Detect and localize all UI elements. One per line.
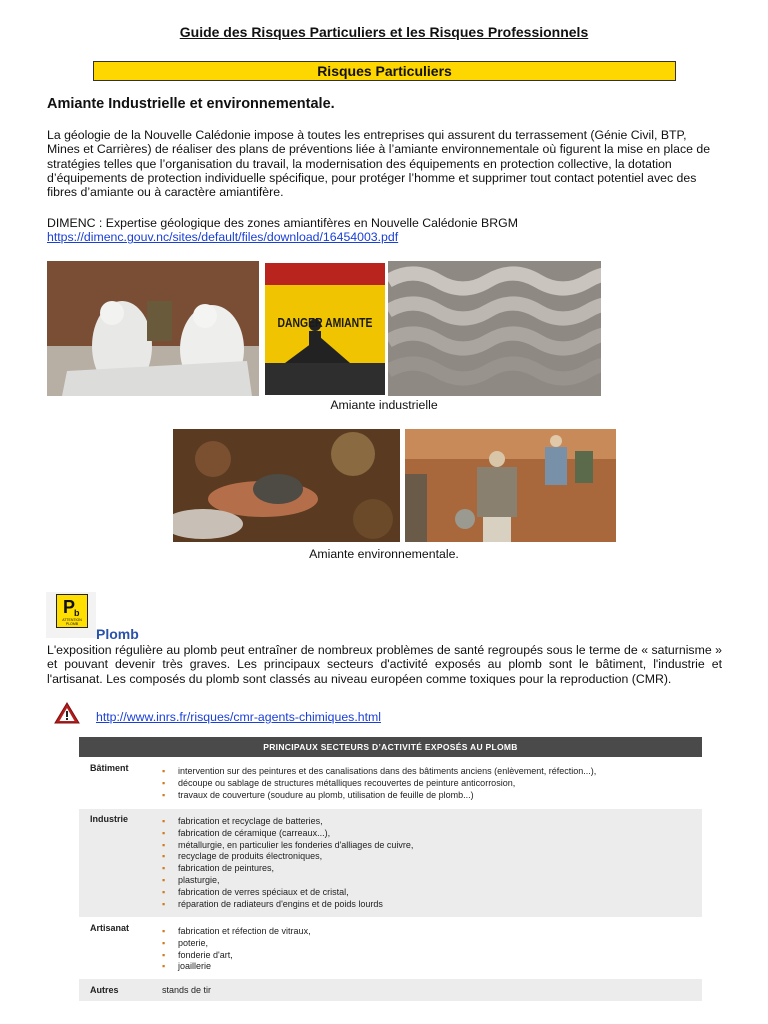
list-item: ▪ fabrication de verres spéciaux et de cristal, bbox=[159, 887, 413, 899]
list-item: ▪ recyclage de produits électroniques, bbox=[159, 851, 413, 863]
dimenc-link[interactable]: https://dimenc.gouv.nc/sites/default/files/download/16454003.pdf bbox=[47, 230, 399, 245]
list-item: ▪ fabrication et réfection de vitraux, bbox=[159, 926, 311, 938]
list-item: ▪ joaillerie bbox=[159, 961, 311, 973]
section-banner: Risques Particuliers bbox=[93, 61, 676, 81]
photo-danger-sign bbox=[265, 263, 385, 395]
amiante-paragraph: La géologie de la Nouvelle Calédonie impose à toutes les entreprises qui assurent du terrassement (Génie Civil, BTP, Mines et Carrières) de réaliser des plans de préventions liée à l’amiante environnementale où figurent la mise en place de stratégies telles que l’organisation du travail, la modernisation des équipements en protection collective, la dotation d’équipements de protection individuelle spécifique, pour protéger l’homme et supprimer tout contact potentiel avec des fibres d’amiante ou à caractère amiantifère. bbox=[47, 128, 711, 200]
list-item: ▪ réparation de radiateurs d'engins et de poids lourds bbox=[159, 899, 413, 911]
table-row-industrie bbox=[79, 809, 702, 917]
list-item: ▪ métallurgie, en particulier les fonderies d'alliages de cuivre, bbox=[159, 840, 413, 852]
row-category: Industrie bbox=[90, 814, 129, 824]
list-item: ▪ poterie, bbox=[159, 938, 311, 950]
plomb-sectors-table bbox=[79, 737, 702, 1001]
caption-industrial: Amiante industrielle bbox=[330, 398, 438, 412]
document-title: Guide des Risques Particuliers et les Risques Professionnels bbox=[179, 24, 589, 40]
photo-asbestos-workers bbox=[47, 261, 259, 396]
inrs-link[interactable]: http://www.inrs.fr/risques/cmr-agents-chimiques.html bbox=[96, 710, 381, 724]
list-item: ▪ découpe ou sablage de structures métalliques recouvertes de peinture anticorrosion, bbox=[159, 778, 596, 790]
badge-sub: b bbox=[74, 608, 80, 618]
photo-corrugated-roofing bbox=[388, 261, 601, 396]
amiante-heading: Amiante Industrielle et environnementale. bbox=[47, 96, 335, 112]
row-category: Autres bbox=[90, 985, 119, 995]
plomb-heading: Plomb bbox=[96, 626, 139, 642]
photo-hands-rock bbox=[173, 429, 400, 542]
list-item: ▪ intervention sur des peintures et des canalisations dans des bâtiments anciens (enlèvement, réfection...), bbox=[159, 766, 596, 778]
caption-environmental: Amiante environnementale. bbox=[309, 547, 459, 561]
list-item: ▪ travaux de couverture (soudure au plomb, utilisation de feuille de plomb...) bbox=[159, 790, 596, 802]
table-row-autres bbox=[79, 979, 702, 1001]
badge-letter: P bbox=[63, 597, 76, 617]
row-category: Artisanat bbox=[90, 923, 130, 933]
list-item: ▪ plasturgie, bbox=[159, 875, 413, 887]
row-category: Bâtiment bbox=[90, 763, 129, 773]
list-item: ▪ fabrication de peintures, bbox=[159, 863, 413, 875]
plomb-paragraph: L'exposition régulière au plomb peut entraîner de nombreux problèmes de santé regroupés sous le terme de « saturnisme » et pouvant devenir très graves. Les principaux secteurs d'activité exposés au plomb sont le bâtiment, l'industrie et l'artisanat. Les composés du plomb sont classés au niveau européen comme toxiques pour la reproduction (CMR). bbox=[47, 643, 722, 686]
table-header: PRINCIPAUX SECTEURS D’ACTIVITÉ EXPOSÉS AU PLOMB bbox=[79, 737, 702, 757]
danger-sign-text: DANGER AMIANTE bbox=[277, 315, 373, 330]
dimenc-source bbox=[47, 216, 722, 245]
list-item: ▪ fabrication de céramique (carreaux...), bbox=[159, 828, 413, 840]
warning-triangle-icon bbox=[54, 702, 80, 724]
plomb-badge-icon bbox=[46, 592, 96, 638]
dimenc-source-text: DIMENC : Expertise géologique des zones amiantifères en Nouvelle Calédonie BRGM bbox=[47, 216, 518, 230]
badge-text: ATTENTION PLOMB bbox=[62, 618, 82, 626]
row-plain-value: stands de tir bbox=[162, 985, 212, 995]
list-item: ▪ fabrication et recyclage de batteries, bbox=[159, 816, 413, 828]
table-row-batiment bbox=[79, 757, 702, 809]
list-item: ▪ fonderie d'art, bbox=[159, 950, 311, 962]
photo-field-geologists bbox=[405, 429, 616, 542]
table-row-artisanat bbox=[79, 917, 702, 979]
